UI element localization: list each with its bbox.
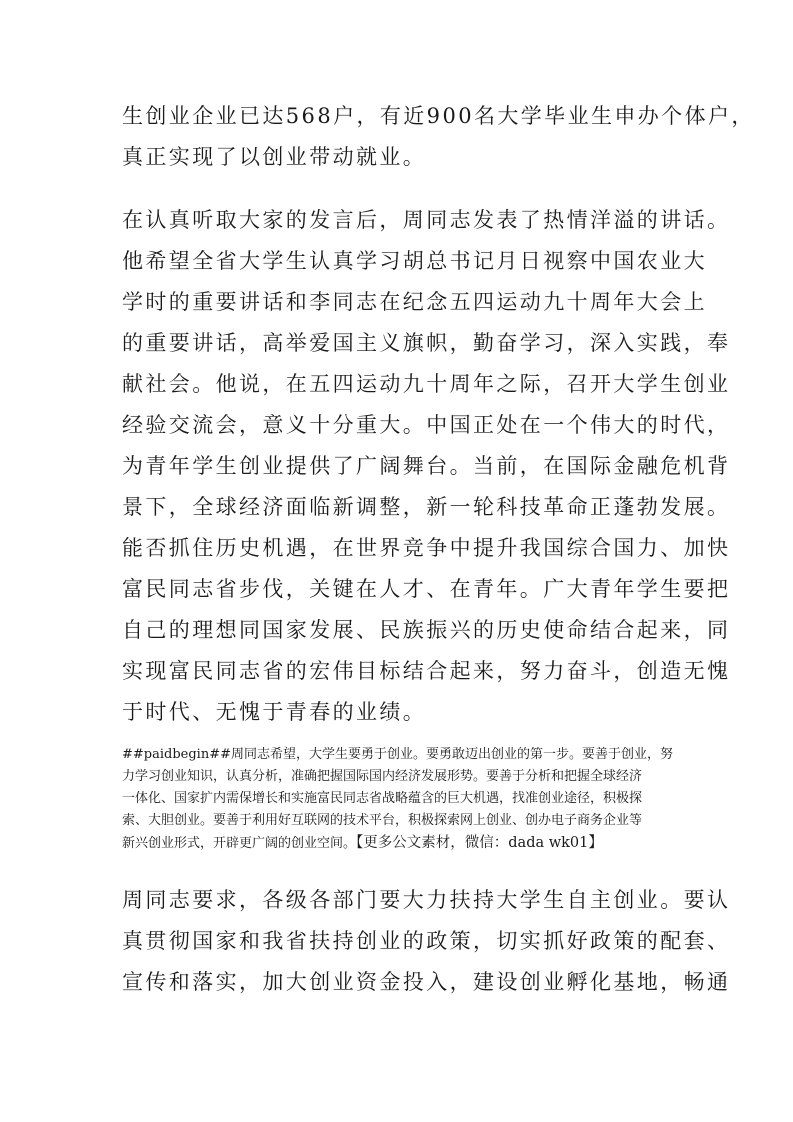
paragraph-line: 周同志要求，各级各部门要大力扶持大学生自主创业。要认 xyxy=(122,888,731,912)
paragraph-line: 他希望全省大学生认真学习胡总书记月日视察中国农业大 xyxy=(122,249,707,273)
paragraph-line: 力学习创业知识，认真分析，准确把握国际国内经济发展形势。要善于分析和把握全球经济 xyxy=(122,769,643,784)
paragraph-line: 索、大胆创业。要善于利用好互联网的技术平台，积极探索网上创业、创办电子商务企业等 xyxy=(122,813,643,828)
paragraph-line: 为青年学生创业提供了广阔舞台。当前，在国际金融危机背 xyxy=(122,454,731,478)
paragraph-line: 实现富民同志省的宏伟目标结合起来，努力奋斗，创造无愧 xyxy=(122,659,731,683)
paragraph-line-last xyxy=(122,832,674,855)
paragraph-line: 在认真听取大家的发言后，周同志发表了热情洋溢的讲话。 xyxy=(122,208,731,232)
paragraph-last xyxy=(122,880,731,1003)
paragraph-line: 经验交流会，意义十分重大。中国正处在一个伟大的时代， xyxy=(122,413,731,437)
paragraph-line: 一体化、国家扩内需保增长和实施富民同志省战略蕴含的巨大机遇，找准创业途径，积极探 xyxy=(122,791,643,806)
paragraph-small xyxy=(122,744,674,855)
paragraph-line: 学时的重要讲话和李同志在纪念五四运动九十周年大会上 xyxy=(122,290,707,314)
paragraph-line: 的重要讲话，高举爱国主义旗帜，勤奋学习，深入实践，奉 xyxy=(122,331,731,355)
paragraph-line: 自己的理想同国家发展、民族振兴的历史使命结合起来，同 xyxy=(122,618,731,642)
paragraph-line: ##paidbegin##周同志希望，大学生要勇于创业。要勇敢迈出创业的第一步。要善于创业，努 xyxy=(122,747,673,762)
paragraph-main xyxy=(122,200,731,733)
paragraph-line: 宣传和落实，加大创业资金投入，建设创业孵化基地，畅通 xyxy=(122,970,731,994)
paragraph-line: 真贯彻国家和我省扶持创业的政策，切实抓好政策的配套、 xyxy=(122,929,731,953)
paragraph-line: 于时代、无愧于青春的业绩。 xyxy=(122,700,427,724)
paragraph-line-text: 新兴创业形式，开辟更广阔的创业空间。 xyxy=(122,836,357,851)
paragraph-line: 景下，全球经济面临新调整，新一轮科技革命正蓬勃发展。 xyxy=(122,495,731,519)
paragraph-line: 能否抓住历史机遇，在世界竞争中提升我国综合国力、加快 xyxy=(122,536,731,560)
promo-note: 【更多公文素材，微信：dada wk01】 xyxy=(356,835,603,851)
paragraph-line: 富民同志省步伐，关键在人才、在青年。广大青年学生要把 xyxy=(122,577,731,601)
paragraph-line: 真正实现了以创业带动就业。 xyxy=(122,145,427,169)
paragraph-line: 生创业企业已达568户，有近900名大学毕业生申办个体户， xyxy=(122,104,755,128)
paragraph-top xyxy=(122,96,755,178)
paragraph-line: 献社会。他说，在五四运动九十周年之际，召开大学生创业 xyxy=(122,372,731,396)
